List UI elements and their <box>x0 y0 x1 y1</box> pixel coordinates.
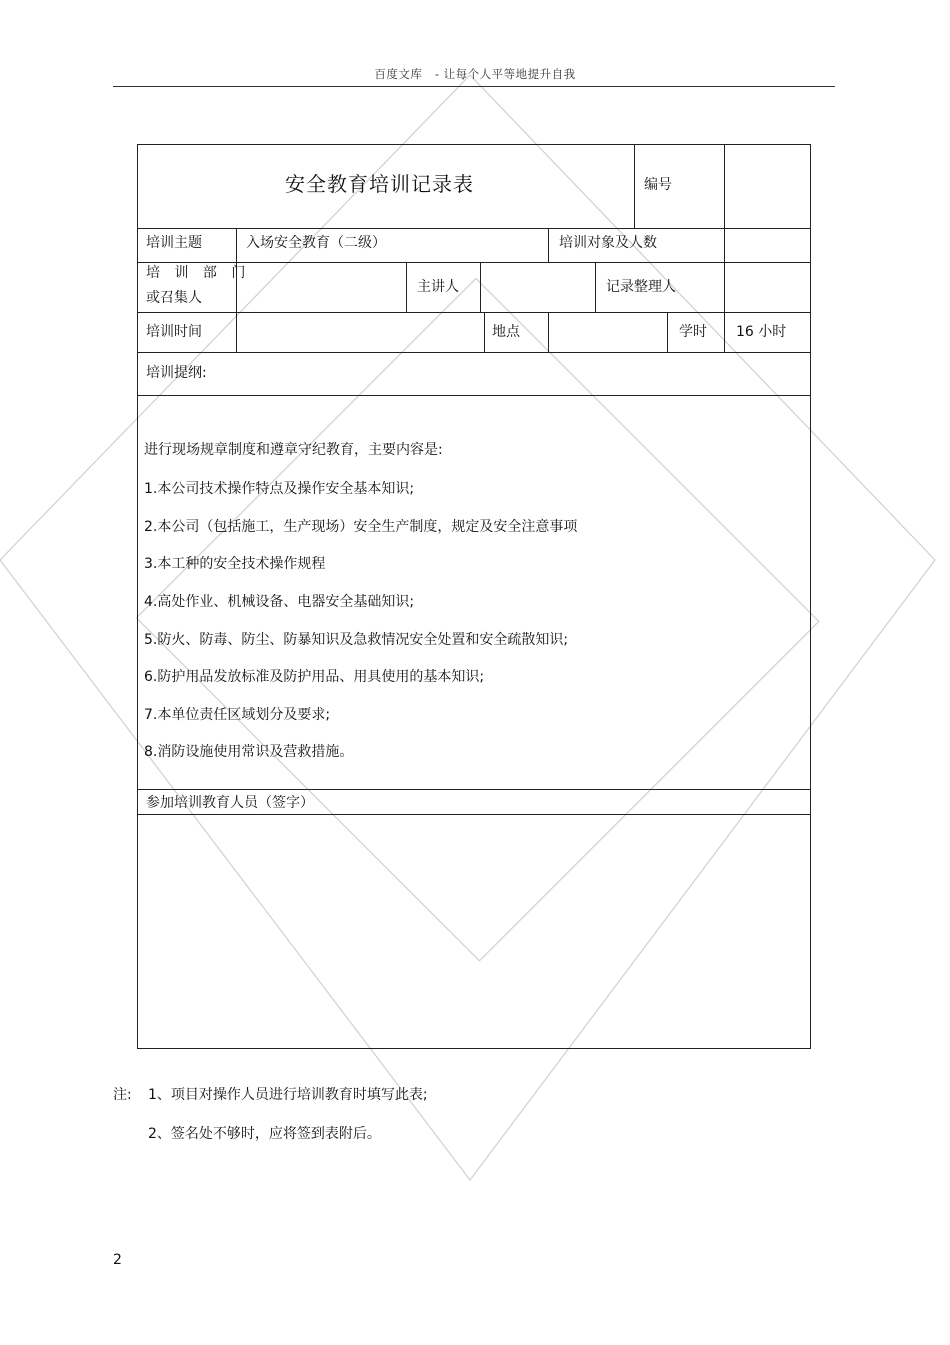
col-divider <box>406 262 407 312</box>
hours-value[interactable]: 16 小时 <box>736 324 787 340</box>
outline-item: 2.本公司（包括施工，生产现场）安全生产制度，规定及安全注意事项 <box>144 519 578 535</box>
row-divider <box>138 312 810 313</box>
header-separator: - <box>434 67 440 81</box>
form-title: 安全教育培训记录表 <box>285 172 474 196</box>
outline-intro: 进行现场规章制度和遵章守纪教育，主要内容是: <box>144 442 443 458</box>
col-divider <box>480 262 481 312</box>
header-slogan: 让每个人平等地提升自我 <box>443 67 576 81</box>
row-divider <box>138 262 810 263</box>
col-divider <box>724 262 725 312</box>
note-prefix: 注: <box>113 1087 132 1103</box>
recorder-label: 记录整理人 <box>606 279 676 295</box>
col-divider <box>548 312 549 352</box>
row-divider <box>138 352 810 353</box>
outline-item: 5.防火、防毒、防尘、防暴知识及急救情况安全处置和安全疏散知识; <box>144 632 569 648</box>
col-divider <box>634 145 635 228</box>
hours-label: 学时 <box>679 324 707 340</box>
signature-label: 参加培训教育人员（签字） <box>146 795 314 811</box>
note-item-2: 2、签名处不够时，应将签到表附后。 <box>148 1126 381 1142</box>
target-label: 培训对象及人数 <box>559 235 657 251</box>
row-divider <box>138 789 810 790</box>
outline-item: 4.高处作业、机械设备、电器安全基础知识; <box>144 594 415 610</box>
col-divider <box>484 312 485 352</box>
outline-body <box>138 395 810 789</box>
outline-item: 8.消防设施使用常识及营救措施。 <box>144 744 354 760</box>
col-divider <box>548 228 549 262</box>
col-divider <box>236 312 237 352</box>
signature-area[interactable] <box>138 815 810 1048</box>
col-divider <box>595 262 596 312</box>
row-divider <box>138 228 810 229</box>
number-label: 编号 <box>644 177 672 193</box>
speaker-label: 主讲人 <box>417 279 459 295</box>
topic-label: 培训主题 <box>146 235 202 251</box>
dept-label-line2: 或召集人 <box>146 290 202 306</box>
page-number: 2 <box>113 1252 122 1268</box>
time-label: 培训时间 <box>146 324 202 340</box>
outline-label: 培训提纲: <box>146 365 207 381</box>
place-label: 地点 <box>492 324 520 340</box>
col-divider <box>724 228 725 262</box>
outline-item: 7.本单位责任区域划分及要求; <box>144 707 331 723</box>
outline-item: 3.本工种的安全技术操作规程 <box>144 556 326 572</box>
col-divider <box>236 228 237 262</box>
topic-value[interactable]: 入场安全教育（二级） <box>246 235 386 251</box>
dept-label-line1: 培 训 部 门 <box>146 265 251 281</box>
training-record-form <box>137 144 811 1049</box>
header-rule <box>113 86 835 87</box>
page-header <box>0 66 950 82</box>
header-site: 百度文库 <box>374 67 423 81</box>
outline-item: 1.本公司技术操作特点及操作安全基本知识; <box>144 481 415 497</box>
col-divider <box>724 145 725 228</box>
col-divider <box>667 312 668 352</box>
col-divider <box>724 312 725 352</box>
note-item-1: 1、项目对操作人员进行培训教育时填写此表; <box>148 1087 428 1103</box>
outline-item: 6.防护用品发放标准及防护用品、用具使用的基本知识; <box>144 669 485 685</box>
